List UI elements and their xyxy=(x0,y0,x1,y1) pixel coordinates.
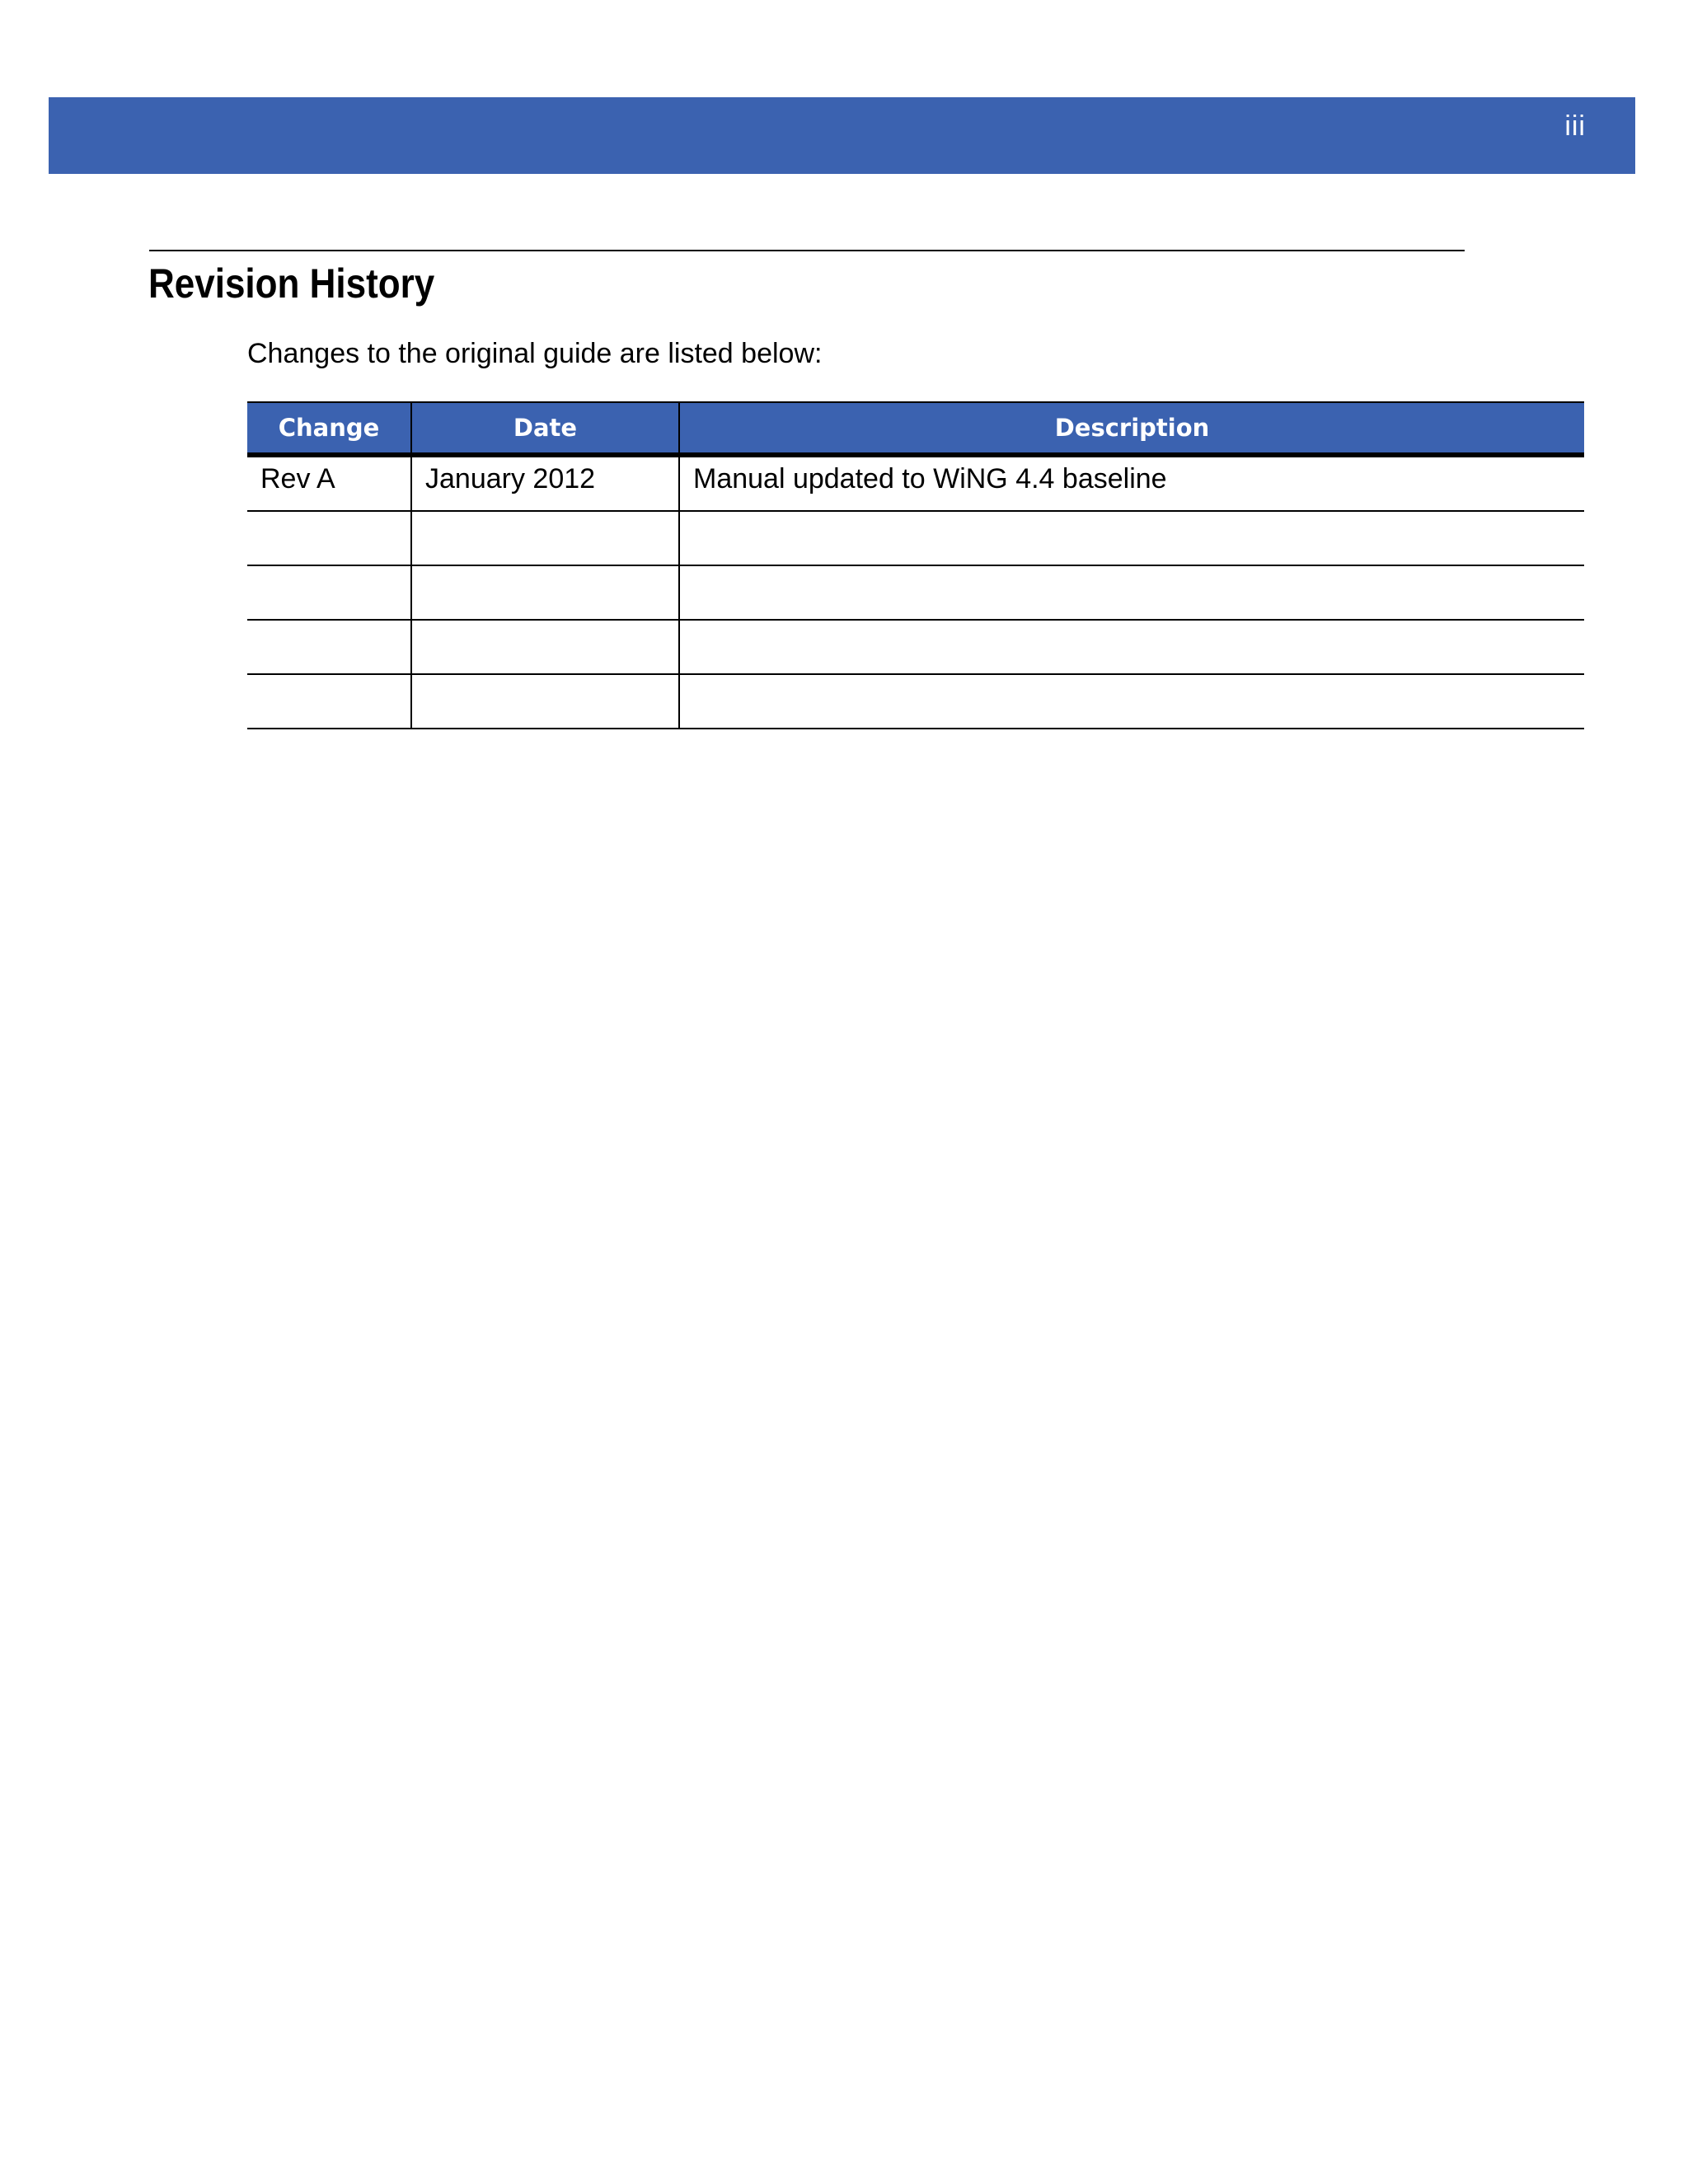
cell-date xyxy=(411,565,679,620)
cell-change xyxy=(247,620,411,674)
cell-change: Rev A xyxy=(247,455,411,511)
table-row xyxy=(247,455,1584,511)
cell-change xyxy=(247,674,411,729)
cell-date: January 2012 xyxy=(411,455,679,511)
cell-description xyxy=(679,511,1584,565)
table-row xyxy=(247,511,1584,565)
cell-description xyxy=(679,565,1584,620)
column-header-date: Date xyxy=(411,402,679,455)
header-band xyxy=(49,97,1635,174)
cell-change xyxy=(247,511,411,565)
section-title: Revision History xyxy=(148,260,435,307)
column-header-description: Description xyxy=(679,402,1584,455)
cell-date xyxy=(411,620,679,674)
table-row xyxy=(247,620,1584,674)
cell-description xyxy=(679,620,1584,674)
column-header-change: Change xyxy=(247,402,411,455)
cell-date xyxy=(411,511,679,565)
cell-change xyxy=(247,565,411,620)
table-header-row xyxy=(247,402,1584,455)
cell-description: Manual updated to WiNG 4.4 baseline xyxy=(679,455,1584,511)
table-row xyxy=(247,674,1584,729)
page-number: iii xyxy=(1564,110,1586,142)
revision-table xyxy=(247,401,1584,729)
title-rule xyxy=(149,250,1465,251)
intro-text: Changes to the original guide are listed below: xyxy=(247,338,823,369)
cell-date xyxy=(411,674,679,729)
cell-description xyxy=(679,674,1584,729)
table-row xyxy=(247,565,1584,620)
